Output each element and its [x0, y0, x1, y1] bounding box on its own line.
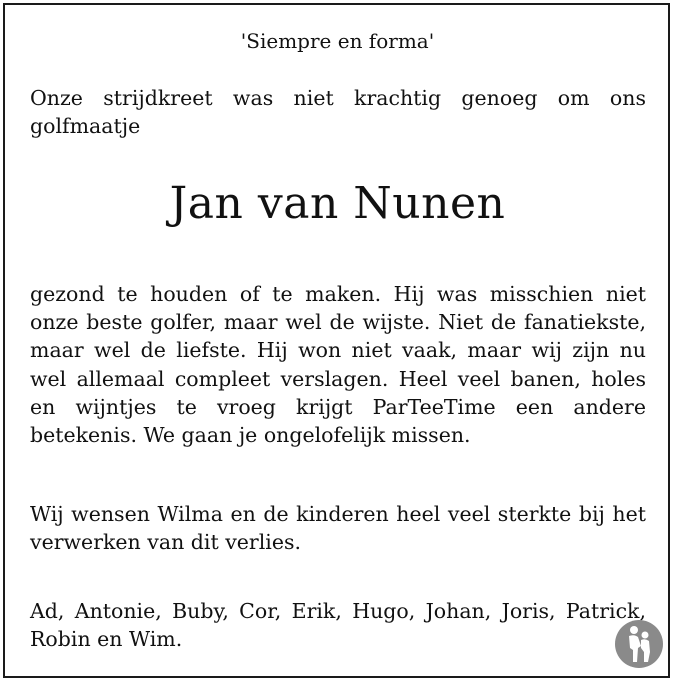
deceased-name: Jan van Nunen: [169, 178, 506, 229]
wishes-paragraph: Wij wensen Wilma en de kinderen heel veel sterkte bij het verwerken van dit verlies.: [30, 502, 646, 555]
body-paragraph: gezond te houden of te maken. Hij was misschien niet onze beste golfer, maar wel de wijste. Niet de fanatiekste, maar wel de liefste. Hij won niet vaak, maar wij zijn nu wel allemaal compleet verslagen. Heel veel banen, holes en wijntjes te vroeg krijgt ParTeeTime een andere betekenis. We gaan je ongelofelijk missen.: [30, 282, 646, 448]
motto: 'Siempre en forma': [240, 29, 435, 53]
intro-paragraph: Onze strijdkreet was niet krachtig genoeg om ons golfmaatje: [30, 86, 646, 139]
mourning-figures-logo-icon: [614, 618, 664, 670]
signatories: Ad, Antonie, Buby, Cor, Erik, Hugo, Johan, Joris, Patrick, Robin en Wim.: [30, 599, 646, 652]
